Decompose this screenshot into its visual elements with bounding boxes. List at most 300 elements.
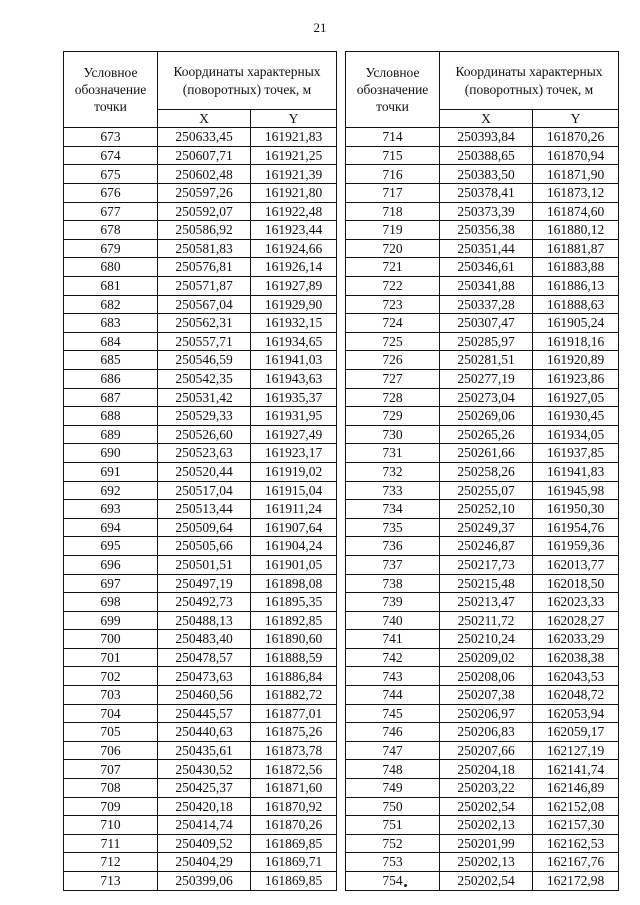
y-coordinate-cell: 161901,05 bbox=[251, 555, 337, 574]
y-coordinate-cell: 162167,76 bbox=[533, 853, 619, 872]
header-point-label: Условное обозначение точки bbox=[346, 52, 440, 128]
table-row bbox=[64, 425, 337, 444]
point-id-cell: 714 bbox=[346, 128, 440, 147]
point-id-cell: 709 bbox=[64, 797, 158, 816]
point-id-cell: 704 bbox=[64, 704, 158, 723]
x-coordinate-cell: 250420,18 bbox=[158, 797, 251, 816]
x-coordinate-cell: 250430,52 bbox=[158, 760, 251, 779]
x-coordinate-cell: 250425,37 bbox=[158, 779, 251, 798]
y-coordinate-cell: 161892,85 bbox=[251, 611, 337, 630]
point-id-cell: 738 bbox=[346, 574, 440, 593]
table-row bbox=[346, 834, 619, 853]
table-row bbox=[64, 816, 337, 835]
y-coordinate-cell: 161941,03 bbox=[251, 351, 337, 370]
y-coordinate-cell: 161932,15 bbox=[251, 314, 337, 333]
table-row bbox=[64, 797, 337, 816]
y-coordinate-cell: 161883,88 bbox=[533, 258, 619, 277]
point-id-cell: 749 bbox=[346, 779, 440, 798]
y-coordinate-cell: 161923,17 bbox=[251, 444, 337, 463]
table-row bbox=[64, 202, 337, 221]
x-coordinate-cell: 250258,26 bbox=[440, 462, 533, 481]
point-id-cell: 691 bbox=[64, 462, 158, 481]
table-row bbox=[346, 593, 619, 612]
y-coordinate-cell: 161935,37 bbox=[251, 388, 337, 407]
x-coordinate-cell: 250213,47 bbox=[440, 593, 533, 612]
y-coordinate-cell: 162152,08 bbox=[533, 797, 619, 816]
point-id-cell: 696 bbox=[64, 555, 158, 574]
table-row bbox=[64, 872, 337, 891]
table-row bbox=[346, 407, 619, 426]
y-coordinate-cell: 161915,04 bbox=[251, 481, 337, 500]
table-row bbox=[346, 314, 619, 333]
y-coordinate-cell: 161919,02 bbox=[251, 462, 337, 481]
header-y: Y bbox=[533, 110, 619, 128]
table-row bbox=[346, 128, 619, 147]
x-coordinate-cell: 250207,66 bbox=[440, 741, 533, 760]
table-row bbox=[346, 351, 619, 370]
y-coordinate-cell: 161870,26 bbox=[251, 816, 337, 835]
table-row bbox=[346, 611, 619, 630]
point-id-cell: 742 bbox=[346, 648, 440, 667]
point-id-cell: 748 bbox=[346, 760, 440, 779]
table-row bbox=[64, 648, 337, 667]
point-id-cell: 716 bbox=[346, 165, 440, 184]
y-coordinate-cell: 161905,24 bbox=[533, 314, 619, 333]
y-coordinate-cell: 162141,74 bbox=[533, 760, 619, 779]
table-row bbox=[346, 760, 619, 779]
y-coordinate-cell: 161921,25 bbox=[251, 146, 337, 165]
table-row bbox=[64, 277, 337, 296]
y-coordinate-cell: 162172,98 bbox=[533, 872, 619, 891]
table-row bbox=[64, 258, 337, 277]
point-id-cell: 728 bbox=[346, 388, 440, 407]
x-coordinate-cell: 250531,42 bbox=[158, 388, 251, 407]
y-coordinate-cell: 161924,66 bbox=[251, 239, 337, 258]
table-row bbox=[64, 295, 337, 314]
point-id-cell: 711 bbox=[64, 834, 158, 853]
y-coordinate-cell: 161877,01 bbox=[251, 704, 337, 723]
table-row bbox=[64, 723, 337, 742]
x-coordinate-cell: 250460,56 bbox=[158, 686, 251, 705]
table-row bbox=[346, 388, 619, 407]
table-row bbox=[346, 462, 619, 481]
table-row bbox=[64, 518, 337, 537]
point-id-cell: 700 bbox=[64, 630, 158, 649]
point-id-cell: 677 bbox=[64, 202, 158, 221]
point-id-cell: 683 bbox=[64, 314, 158, 333]
x-coordinate-cell: 250207,38 bbox=[440, 686, 533, 705]
table-row bbox=[346, 369, 619, 388]
table-row bbox=[64, 667, 337, 686]
x-coordinate-cell: 250571,87 bbox=[158, 277, 251, 296]
header-coordinates-label: Координаты характерных (поворотных) точек, м bbox=[158, 52, 337, 110]
x-coordinate-cell: 250567,04 bbox=[158, 295, 251, 314]
point-id-cell: 732 bbox=[346, 462, 440, 481]
x-coordinate-cell: 250273,04 bbox=[440, 388, 533, 407]
y-coordinate-cell: 162162,53 bbox=[533, 834, 619, 853]
table-row bbox=[64, 351, 337, 370]
x-coordinate-cell: 250483,40 bbox=[158, 630, 251, 649]
x-coordinate-cell: 250383,50 bbox=[440, 165, 533, 184]
table-row bbox=[346, 723, 619, 742]
y-coordinate-cell: 161926,14 bbox=[251, 258, 337, 277]
x-coordinate-cell: 250217,73 bbox=[440, 555, 533, 574]
y-coordinate-cell: 162059,17 bbox=[533, 723, 619, 742]
x-coordinate-cell: 250269,06 bbox=[440, 407, 533, 426]
table-row bbox=[346, 425, 619, 444]
point-id-cell: 733 bbox=[346, 481, 440, 500]
y-coordinate-cell: 161886,84 bbox=[251, 667, 337, 686]
point-id-cell: 706 bbox=[64, 741, 158, 760]
point-id-cell: 692 bbox=[64, 481, 158, 500]
x-coordinate-cell: 250478,57 bbox=[158, 648, 251, 667]
x-coordinate-cell: 250501,51 bbox=[158, 555, 251, 574]
point-id-cell: 676 bbox=[64, 184, 158, 203]
x-coordinate-cell: 250542,35 bbox=[158, 369, 251, 388]
y-coordinate-cell: 161873,78 bbox=[251, 741, 337, 760]
table-row bbox=[64, 481, 337, 500]
x-coordinate-cell: 250597,26 bbox=[158, 184, 251, 203]
x-coordinate-cell: 250255,07 bbox=[440, 481, 533, 500]
x-coordinate-cell: 250202,54 bbox=[440, 797, 533, 816]
x-coordinate-cell: 250529,33 bbox=[158, 407, 251, 426]
x-coordinate-cell: 250281,51 bbox=[440, 351, 533, 370]
y-coordinate-cell: 161920,89 bbox=[533, 351, 619, 370]
table-row bbox=[64, 407, 337, 426]
x-coordinate-cell: 250203,22 bbox=[440, 779, 533, 798]
x-coordinate-cell: 250211,72 bbox=[440, 611, 533, 630]
y-coordinate-cell: 161943,63 bbox=[251, 369, 337, 388]
y-coordinate-cell: 162157,30 bbox=[533, 816, 619, 835]
point-id-cell: 698 bbox=[64, 593, 158, 612]
y-coordinate-cell: 161950,30 bbox=[533, 500, 619, 519]
point-id-cell: 731 bbox=[346, 444, 440, 463]
x-coordinate-cell: 250473,63 bbox=[158, 667, 251, 686]
x-coordinate-cell: 250246,87 bbox=[440, 537, 533, 556]
y-coordinate-cell: 162038,38 bbox=[533, 648, 619, 667]
x-coordinate-cell: 250337,28 bbox=[440, 295, 533, 314]
x-coordinate-cell: 250261,66 bbox=[440, 444, 533, 463]
x-coordinate-cell: 250206,83 bbox=[440, 723, 533, 742]
table-row bbox=[64, 779, 337, 798]
x-coordinate-cell: 250607,71 bbox=[158, 146, 251, 165]
x-coordinate-cell: 250249,37 bbox=[440, 518, 533, 537]
x-coordinate-cell: 250586,92 bbox=[158, 221, 251, 240]
point-id-cell: 735 bbox=[346, 518, 440, 537]
y-coordinate-cell: 161911,24 bbox=[251, 500, 337, 519]
point-id-cell: 682 bbox=[64, 295, 158, 314]
x-coordinate-cell: 250206,97 bbox=[440, 704, 533, 723]
table-row bbox=[64, 165, 337, 184]
y-coordinate-cell: 161870,26 bbox=[533, 128, 619, 147]
point-id-cell: 717 bbox=[346, 184, 440, 203]
x-coordinate-cell: 250277,19 bbox=[440, 369, 533, 388]
y-coordinate-cell: 161954,76 bbox=[533, 518, 619, 537]
x-coordinate-cell: 250409,52 bbox=[158, 834, 251, 853]
point-id-cell: 754 bbox=[346, 872, 440, 891]
x-coordinate-cell: 250497,19 bbox=[158, 574, 251, 593]
y-coordinate-cell: 162146,89 bbox=[533, 779, 619, 798]
header-point-label: Условное обозначение точки bbox=[64, 52, 158, 128]
table-row bbox=[64, 314, 337, 333]
x-coordinate-cell: 250202,13 bbox=[440, 816, 533, 835]
table-row bbox=[64, 686, 337, 705]
x-coordinate-cell: 250509,64 bbox=[158, 518, 251, 537]
x-coordinate-cell: 250388,65 bbox=[440, 146, 533, 165]
x-coordinate-cell: 250523,63 bbox=[158, 444, 251, 463]
x-coordinate-cell: 250557,71 bbox=[158, 332, 251, 351]
y-coordinate-cell: 161959,36 bbox=[533, 537, 619, 556]
y-coordinate-cell: 161869,85 bbox=[251, 834, 337, 853]
y-coordinate-cell: 161923,86 bbox=[533, 369, 619, 388]
point-id-cell: 726 bbox=[346, 351, 440, 370]
point-id-cell: 724 bbox=[346, 314, 440, 333]
point-id-cell: 687 bbox=[64, 388, 158, 407]
point-id-cell: 751 bbox=[346, 816, 440, 835]
y-coordinate-cell: 161870,94 bbox=[533, 146, 619, 165]
point-id-cell: 746 bbox=[346, 723, 440, 742]
coordinates-table-right bbox=[345, 51, 619, 891]
point-id-cell: 693 bbox=[64, 500, 158, 519]
table-row bbox=[64, 704, 337, 723]
y-coordinate-cell: 161923,44 bbox=[251, 221, 337, 240]
table-row bbox=[346, 295, 619, 314]
point-id-cell: 723 bbox=[346, 295, 440, 314]
y-coordinate-cell: 162013,77 bbox=[533, 555, 619, 574]
point-id-cell: 708 bbox=[64, 779, 158, 798]
point-id-cell: 747 bbox=[346, 741, 440, 760]
point-id-cell: 744 bbox=[346, 686, 440, 705]
x-coordinate-cell: 250576,81 bbox=[158, 258, 251, 277]
point-id-cell: 736 bbox=[346, 537, 440, 556]
header-x: X bbox=[158, 110, 251, 128]
y-coordinate-cell: 161871,60 bbox=[251, 779, 337, 798]
table-row bbox=[346, 481, 619, 500]
x-coordinate-cell: 250378,41 bbox=[440, 184, 533, 203]
table-row bbox=[346, 518, 619, 537]
y-coordinate-cell: 162127,19 bbox=[533, 741, 619, 760]
header-y: Y bbox=[251, 110, 337, 128]
point-id-cell: 730 bbox=[346, 425, 440, 444]
x-coordinate-cell: 250204,18 bbox=[440, 760, 533, 779]
x-coordinate-cell: 250517,04 bbox=[158, 481, 251, 500]
x-coordinate-cell: 250285,97 bbox=[440, 332, 533, 351]
y-coordinate-cell: 161869,71 bbox=[251, 853, 337, 872]
table-row bbox=[64, 537, 337, 556]
table-row bbox=[346, 202, 619, 221]
table-row bbox=[346, 797, 619, 816]
table-row bbox=[64, 574, 337, 593]
x-coordinate-cell: 250208,06 bbox=[440, 667, 533, 686]
point-id-cell: 710 bbox=[64, 816, 158, 835]
x-coordinate-cell: 250513,44 bbox=[158, 500, 251, 519]
y-coordinate-cell: 161921,80 bbox=[251, 184, 337, 203]
point-id-cell: 727 bbox=[346, 369, 440, 388]
table-row bbox=[64, 853, 337, 872]
table-row bbox=[64, 146, 337, 165]
point-id-cell: 734 bbox=[346, 500, 440, 519]
table-row bbox=[346, 537, 619, 556]
x-coordinate-cell: 250440,63 bbox=[158, 723, 251, 742]
point-id-cell: 705 bbox=[64, 723, 158, 742]
page-number: 21 bbox=[313, 20, 327, 35]
y-coordinate-cell: 161921,83 bbox=[251, 128, 337, 147]
point-id-cell: 722 bbox=[346, 277, 440, 296]
x-coordinate-cell: 250592,07 bbox=[158, 202, 251, 221]
table-row bbox=[64, 388, 337, 407]
y-coordinate-cell: 162053,94 bbox=[533, 704, 619, 723]
table-row bbox=[346, 332, 619, 351]
table-row bbox=[346, 779, 619, 798]
y-coordinate-cell: 161895,35 bbox=[251, 593, 337, 612]
point-id-cell: 699 bbox=[64, 611, 158, 630]
table-row bbox=[346, 741, 619, 760]
y-coordinate-cell: 162028,27 bbox=[533, 611, 619, 630]
y-coordinate-cell: 162048,72 bbox=[533, 686, 619, 705]
point-id-cell: 680 bbox=[64, 258, 158, 277]
point-id-cell: 740 bbox=[346, 611, 440, 630]
y-coordinate-cell: 162018,50 bbox=[533, 574, 619, 593]
point-id-cell: 741 bbox=[346, 630, 440, 649]
x-coordinate-cell: 250341,88 bbox=[440, 277, 533, 296]
y-coordinate-cell: 161934,05 bbox=[533, 425, 619, 444]
y-coordinate-cell: 161875,26 bbox=[251, 723, 337, 742]
point-id-cell: 675 bbox=[64, 165, 158, 184]
y-coordinate-cell: 161898,08 bbox=[251, 574, 337, 593]
point-id-cell: 750 bbox=[346, 797, 440, 816]
x-coordinate-cell: 250546,59 bbox=[158, 351, 251, 370]
point-id-cell: 715 bbox=[346, 146, 440, 165]
table-row bbox=[64, 760, 337, 779]
y-coordinate-cell: 161934,65 bbox=[251, 332, 337, 351]
table-row bbox=[64, 593, 337, 612]
x-coordinate-cell: 250505,66 bbox=[158, 537, 251, 556]
y-coordinate-cell: 161880,12 bbox=[533, 221, 619, 240]
table-row bbox=[346, 258, 619, 277]
point-id-cell: 674 bbox=[64, 146, 158, 165]
y-coordinate-cell: 161873,12 bbox=[533, 184, 619, 203]
x-coordinate-cell: 250265,26 bbox=[440, 425, 533, 444]
x-coordinate-cell: 250346,61 bbox=[440, 258, 533, 277]
point-id-cell: 695 bbox=[64, 537, 158, 556]
point-id-cell: 718 bbox=[346, 202, 440, 221]
x-coordinate-cell: 250202,13 bbox=[440, 853, 533, 872]
y-coordinate-cell: 162043,53 bbox=[533, 667, 619, 686]
y-coordinate-cell: 161921,39 bbox=[251, 165, 337, 184]
table-row bbox=[346, 816, 619, 835]
point-id-cell: 713 bbox=[64, 872, 158, 891]
point-id-cell: 729 bbox=[346, 407, 440, 426]
y-coordinate-cell: 161927,05 bbox=[533, 388, 619, 407]
y-coordinate-cell: 161888,59 bbox=[251, 648, 337, 667]
table-row bbox=[64, 221, 337, 240]
y-coordinate-cell: 161904,24 bbox=[251, 537, 337, 556]
x-coordinate-cell: 250404,29 bbox=[158, 853, 251, 872]
x-coordinate-cell: 250581,83 bbox=[158, 239, 251, 258]
point-id-cell: 686 bbox=[64, 369, 158, 388]
point-id-cell: 688 bbox=[64, 407, 158, 426]
point-id-cell: 707 bbox=[64, 760, 158, 779]
x-coordinate-cell: 250201,99 bbox=[440, 834, 533, 853]
point-id-cell: 694 bbox=[64, 518, 158, 537]
x-coordinate-cell: 250602,48 bbox=[158, 165, 251, 184]
table-row bbox=[64, 500, 337, 519]
x-coordinate-cell: 250209,02 bbox=[440, 648, 533, 667]
point-id-cell: 689 bbox=[64, 425, 158, 444]
table-row bbox=[64, 369, 337, 388]
x-coordinate-cell: 250399,06 bbox=[158, 872, 251, 891]
table-row bbox=[346, 872, 619, 891]
x-coordinate-cell: 250356,38 bbox=[440, 221, 533, 240]
x-coordinate-cell: 250562,31 bbox=[158, 314, 251, 333]
y-coordinate-cell: 161890,60 bbox=[251, 630, 337, 649]
point-id-cell: 685 bbox=[64, 351, 158, 370]
table-row bbox=[64, 128, 337, 147]
y-coordinate-cell: 161937,85 bbox=[533, 444, 619, 463]
y-coordinate-cell: 161881,87 bbox=[533, 239, 619, 258]
y-coordinate-cell: 162023,33 bbox=[533, 593, 619, 612]
table-row bbox=[64, 834, 337, 853]
x-coordinate-cell: 250252,10 bbox=[440, 500, 533, 519]
point-id-cell: 743 bbox=[346, 667, 440, 686]
y-coordinate-cell: 161922,48 bbox=[251, 202, 337, 221]
y-coordinate-cell: 161931,95 bbox=[251, 407, 337, 426]
y-coordinate-cell: 161930,45 bbox=[533, 407, 619, 426]
point-id-cell: 697 bbox=[64, 574, 158, 593]
y-coordinate-cell: 161888,63 bbox=[533, 295, 619, 314]
point-id-cell: 719 bbox=[346, 221, 440, 240]
point-id-cell: 690 bbox=[64, 444, 158, 463]
y-coordinate-cell: 161870,92 bbox=[251, 797, 337, 816]
y-coordinate-cell: 162033,29 bbox=[533, 630, 619, 649]
point-id-cell: 752 bbox=[346, 834, 440, 853]
table-row bbox=[346, 239, 619, 258]
table-row bbox=[64, 741, 337, 760]
point-id-cell: 712 bbox=[64, 853, 158, 872]
point-id-cell: 679 bbox=[64, 239, 158, 258]
x-coordinate-cell: 250307,47 bbox=[440, 314, 533, 333]
point-id-cell: 720 bbox=[346, 239, 440, 258]
y-coordinate-cell: 161927,49 bbox=[251, 425, 337, 444]
point-id-cell: 684 bbox=[64, 332, 158, 351]
table-row bbox=[346, 630, 619, 649]
y-coordinate-cell: 161918,16 bbox=[533, 332, 619, 351]
y-coordinate-cell: 161874,60 bbox=[533, 202, 619, 221]
table-row bbox=[346, 500, 619, 519]
table-row bbox=[64, 462, 337, 481]
table-row bbox=[346, 165, 619, 184]
y-coordinate-cell: 161886,13 bbox=[533, 277, 619, 296]
table-row bbox=[346, 184, 619, 203]
header-x: X bbox=[440, 110, 533, 128]
table-row bbox=[64, 239, 337, 258]
y-coordinate-cell: 161945,98 bbox=[533, 481, 619, 500]
x-coordinate-cell: 250526,60 bbox=[158, 425, 251, 444]
table-row bbox=[346, 221, 619, 240]
table-row bbox=[346, 444, 619, 463]
y-coordinate-cell: 161869,85 bbox=[251, 872, 337, 891]
y-coordinate-cell: 161941,83 bbox=[533, 462, 619, 481]
table-row bbox=[64, 630, 337, 649]
table-row bbox=[64, 184, 337, 203]
table-row bbox=[346, 667, 619, 686]
x-coordinate-cell: 250492,73 bbox=[158, 593, 251, 612]
x-coordinate-cell: 250445,57 bbox=[158, 704, 251, 723]
table-row bbox=[64, 611, 337, 630]
x-coordinate-cell: 250414,74 bbox=[158, 816, 251, 835]
table-row bbox=[346, 686, 619, 705]
point-id-cell: 702 bbox=[64, 667, 158, 686]
